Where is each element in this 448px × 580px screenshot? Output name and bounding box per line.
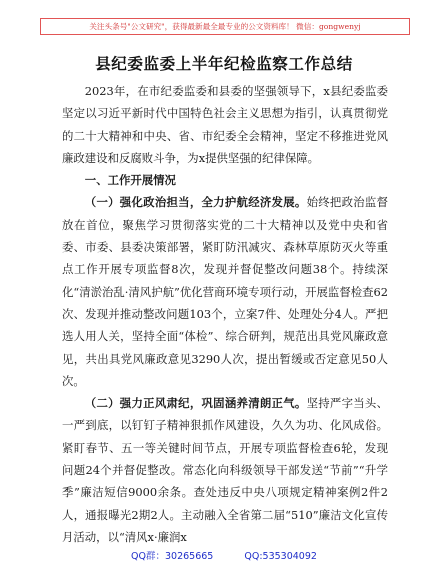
intro-paragraph: 2023年，在市纪委监委和县委的坚强领导下，x县纪委监委坚定以习近平新时代中国特色社会主义思想为指引，认真贯彻党的二十大精神和中央、省、市纪委全会精神，坚定不移推进党风廉政建设和反腐败斗争，为x提供坚强的纪律保障。 [62, 84, 388, 165]
paragraph-1-lead: （一）强化政治担当，全力护航经济发展。 [84, 195, 307, 210]
footer-contact [0, 548, 448, 562]
footer-qq-group: QQ群：30265665 [131, 551, 214, 562]
paragraph-2 [62, 392, 388, 548]
section-heading: 一、工作开展情况 [84, 173, 176, 188]
paragraph-1 [62, 191, 388, 392]
paragraph-2-lead: （二）强力正风肃纪，巩固涵养清朗正气。 [84, 396, 307, 411]
top-banner: 关注头条号"公文研究"，获得最新最全最专业的公文资料库！ 微信：gongwenyj [40, 18, 410, 35]
paragraph-2-text: 坚持严字当头、一严到底，以钉钉子精神狠抓作风建设，久久为功、化风成俗。紧盯春节、五一等关键时间节点，开展专项监督检查6轮，发现问题24个并督促整改。常态化向科级领导干部发送“节前”“升学季”廉洁短信9000余条。查处违反中央八项规定精神案例2件2人，通报曝光2期2人。主动融入全省第二届“510”廉洁文化宣传月活动，以“清风x·廉润x [62, 396, 388, 544]
footer-qq: QQ:535304092 [244, 551, 317, 562]
document-body [62, 80, 388, 548]
paragraph-1-text: 始终把政治监督放在首位，聚焦学习贯彻落实党的二十大精神以及党中央和省委、市委、县委决策部署，紧盯防汛减灾、森林草原防灭火等重点工作开展专项监督8次，发现并督促整改问题38个。持续深化“清淤治乱·清风护航”优化营商环境专项行动，开展监督检查62次、发现并推动整改问题103个，立案7件、处理处分4人。严把选人用人关，坚持全面“体检”、综合研判，规范出具党风廉政意见，共出具党风廉政意见3290人次，提出暂缓或否定意见50人次。 [62, 195, 388, 388]
document-title: 县纪委监委上半年纪检监察工作总结 [95, 54, 353, 73]
